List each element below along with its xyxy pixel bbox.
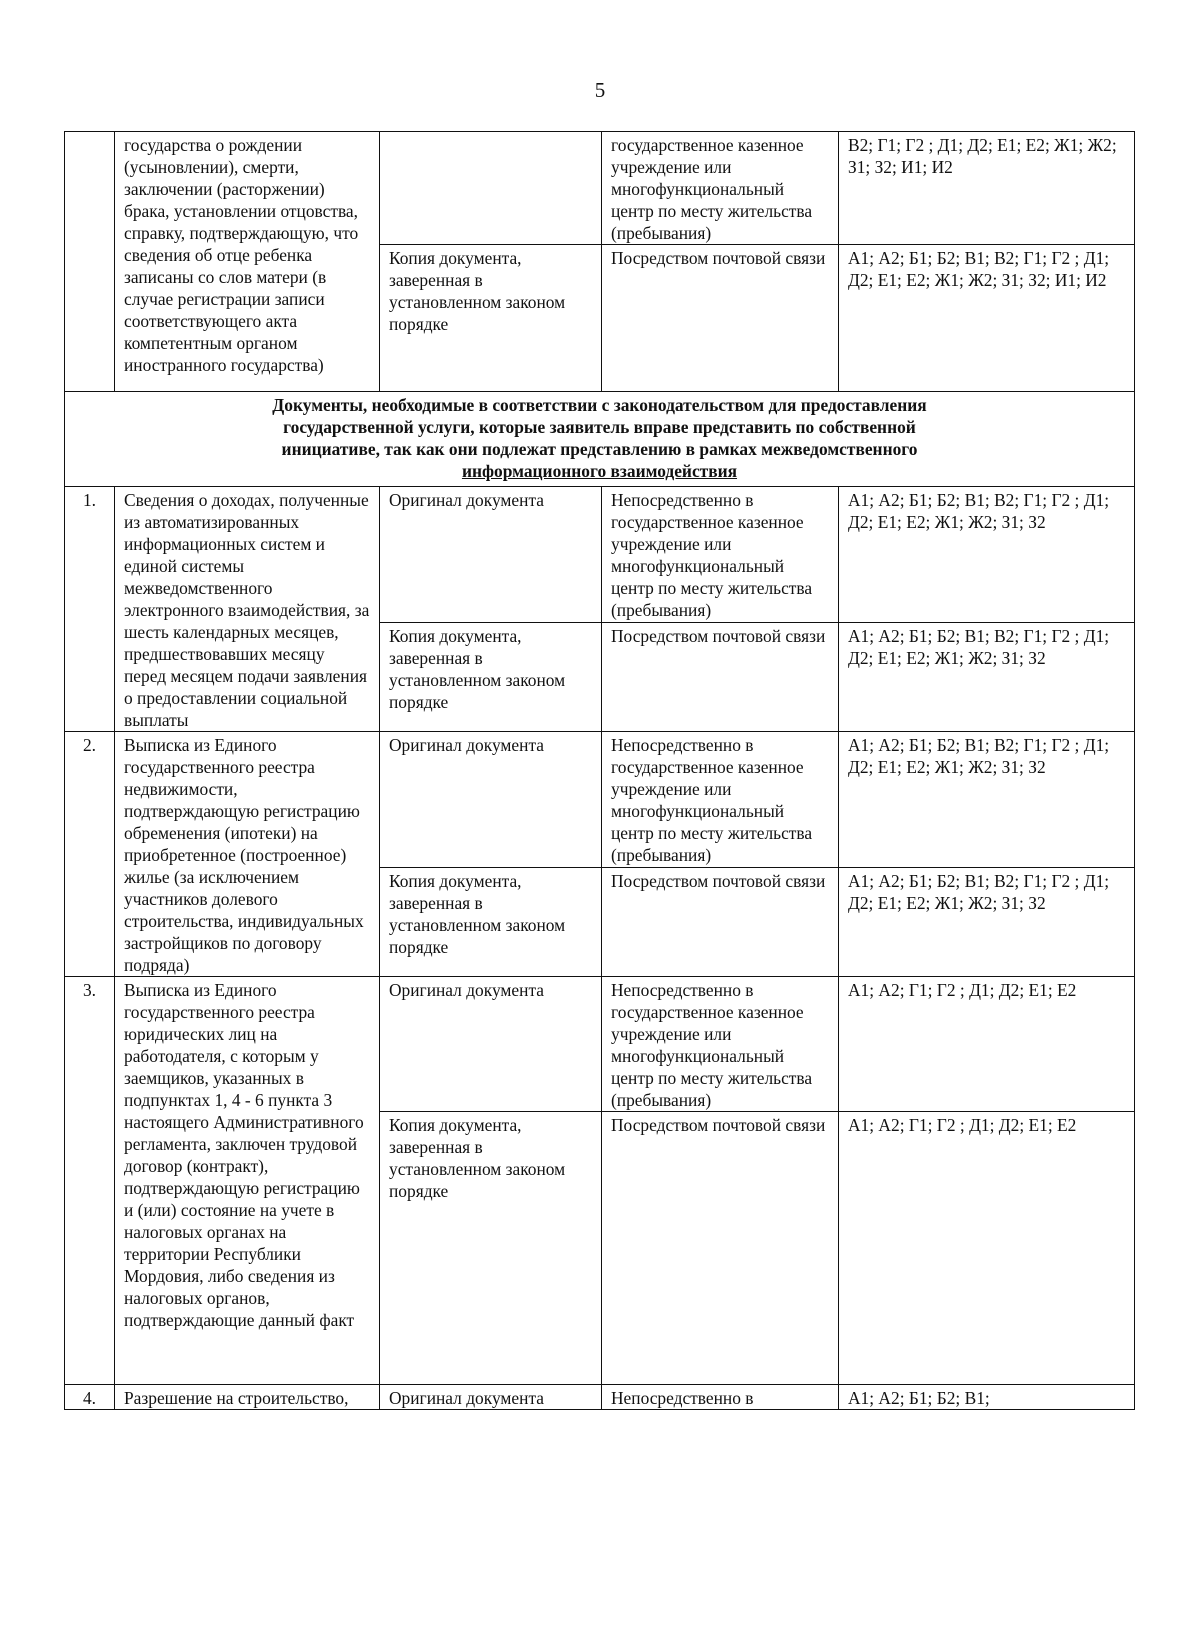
applicant-codes-cell: А1; А2; Б1; Б2; В1; В2; Г1; Г2 ; Д1; Д2; Е1; Е2; Ж1; Ж2; З1; З2 bbox=[839, 623, 1135, 732]
applicant-codes-cell: А1; А2; Б1; Б2; В1; bbox=[839, 1385, 1135, 1410]
document-form-cell bbox=[380, 132, 602, 245]
submission-method-cell: Посредством почтовой связи bbox=[602, 1112, 839, 1385]
document-form-cell: Копия документа, заверенная в установленном законом порядке bbox=[380, 1112, 602, 1385]
document-form-cell: Оригинал документа bbox=[380, 487, 602, 623]
document-description-cell: Разрешение на строительство, bbox=[115, 1385, 380, 1410]
submission-method-cell: Посредством почтовой связи bbox=[602, 868, 839, 977]
applicant-codes-cell: А1; А2; Б1; Б2; В1; В2; Г1; Г2 ; Д1; Д2; Е1; Е2; Ж1; Ж2; З1; З2 bbox=[839, 487, 1135, 623]
section-heading-line: государственной услуги, которые заявитель вправе представить по собственной bbox=[283, 417, 916, 437]
table-row bbox=[65, 732, 1135, 868]
document-description-cell: Сведения о доходах, полученные из автоматизированных информационных систем и единой системы межведомственного электронного взаимодействия, за шесть календарных месяцев, предшествовавших месяцу перед месяцем подачи заявления о предоставлении социальной выплаты bbox=[115, 487, 380, 732]
document-form-cell: Оригинал документа bbox=[380, 1385, 602, 1410]
applicant-codes-cell: А1; А2; Б1; Б2; В1; В2; Г1; Г2 ; Д1; Д2; Е1; Е2; Ж1; Ж2; З1; З2 bbox=[839, 732, 1135, 868]
submission-method-cell: Посредством почтовой связи bbox=[602, 245, 839, 392]
row-number-cell: 1. bbox=[65, 487, 115, 732]
applicant-codes-cell: А1; А2; Г1; Г2 ; Д1; Д2; Е1; Е2 bbox=[839, 1112, 1135, 1385]
document-form-cell: Копия документа, заверенная в установленном законом порядке bbox=[380, 623, 602, 732]
row-number-cell: 3. bbox=[65, 977, 115, 1385]
applicant-codes-cell: А1; А2; Б1; Б2; В1; В2; Г1; Г2 ; Д1; Д2; Е1; Е2; Ж1; Ж2; З1; З2; И1; И2 bbox=[839, 245, 1135, 392]
document-form-cell: Копия документа, заверенная в установленном законом порядке bbox=[380, 868, 602, 977]
section-heading bbox=[65, 392, 1135, 487]
section-heading-line: информационного взаимодействия bbox=[461, 461, 738, 481]
document-form-cell: Оригинал документа bbox=[380, 977, 602, 1112]
submission-method-cell: Непосредственно в bbox=[602, 1385, 839, 1410]
documents-table bbox=[64, 131, 1135, 1410]
applicant-codes-cell: В2; Г1; Г2 ; Д1; Д2; Е1; Е2; Ж1; Ж2; З1; З2; И1; И2 bbox=[839, 132, 1135, 245]
submission-method-cell: Непосредственно в государственное казенное учреждение или многофункциональный центр по месту жительства (пребывания) bbox=[602, 732, 839, 868]
row-number-cell: 4. bbox=[65, 1385, 115, 1410]
row-number-cell bbox=[65, 132, 115, 392]
submission-method-cell: Посредством почтовой связи bbox=[602, 623, 839, 732]
submission-method-cell: государственное казенное учреждение или многофункциональный центр по месту жительства (пребывания) bbox=[602, 132, 839, 245]
page-number: 5 bbox=[594, 78, 606, 102]
applicant-codes-cell: А1; А2; Г1; Г2 ; Д1; Д2; Е1; Е2 bbox=[839, 977, 1135, 1112]
row-number-cell: 2. bbox=[65, 732, 115, 977]
table-row bbox=[65, 977, 1135, 1112]
section-heading-line: Документы, необходимые в соответствии с законодательством для предоставления bbox=[272, 395, 927, 415]
table-row bbox=[65, 132, 1135, 245]
document-form-cell: Копия документа, заверенная в установленном законом порядке bbox=[380, 245, 602, 392]
table-row bbox=[65, 487, 1135, 623]
submission-method-cell: Непосредственно в государственное казенное учреждение или многофункциональный центр по месту жительства (пребывания) bbox=[602, 487, 839, 623]
section-heading-line: инициативе, так как они подлежат представлению в рамках межведомственного bbox=[281, 439, 918, 459]
applicant-codes-cell: А1; А2; Б1; Б2; В1; В2; Г1; Г2 ; Д1; Д2; Е1; Е2; Ж1; Ж2; З1; З2 bbox=[839, 868, 1135, 977]
document-description-cell: Выписка из Единого государственного реестра недвижимости, подтверждающую регистрацию обременения (ипотеки) на приобретенное (построенное) жилье (за исключением участников долевого строительства, индивидуальных застройщиков по договору подряда) bbox=[115, 732, 380, 977]
document-description-cell: Выписка из Единого государственного реестра юридических лиц на работодателя, с которым у заемщиков, указанных в подпунктах 1, 4 - 6 пункта 3 настоящего Административного регламента, заключен трудовой договор (контракт), подтверждающую регистрацию и (или) состояние на учете в налоговых органах на территории Республики Мордовия, либо сведения из налоговых органов, подтверждающие данный факт bbox=[115, 977, 380, 1385]
table-row bbox=[65, 1385, 1135, 1410]
document-description-cell: государства о рождении (усыновлении), смерти, заключении (расторжении) брака, установлении отцовства, справку, подтверждающую, что сведения об отце ребенка записаны со слов матери (в случае регистрации записи соответствующего акта компетентным органом иностранного государства) bbox=[115, 132, 380, 392]
submission-method-cell: Непосредственно в государственное казенное учреждение или многофункциональный центр по месту жительства (пребывания) bbox=[602, 977, 839, 1112]
section-heading-row bbox=[65, 392, 1135, 487]
document-form-cell: Оригинал документа bbox=[380, 732, 602, 868]
